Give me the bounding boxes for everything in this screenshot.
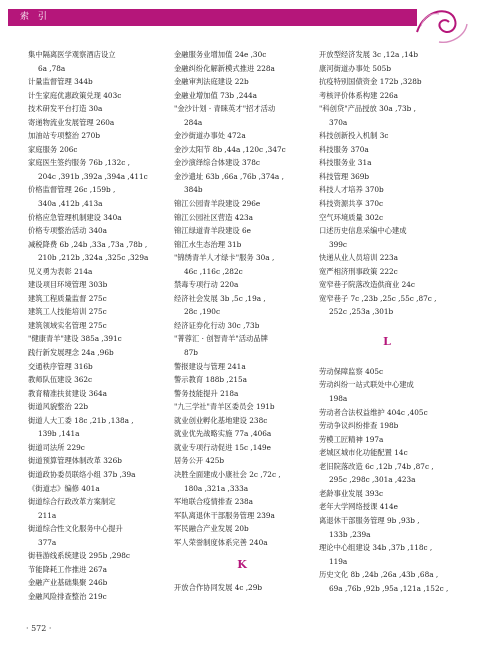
index-entry-continuation: 384b [184,185,203,195]
index-entry: 《街道志》编修 401a [28,483,100,493]
index-entry: 教育精准扶贫建设 364a [28,388,107,398]
spacer [319,319,455,326]
page-header [0,0,480,50]
index-entry-continuation: 69a ,76b ,92b ,95a ,121a ,152c , [329,583,449,593]
index-entry: 计生家庭优惠政策兑现 403c [28,90,122,100]
index-column-1 [28,48,164,603]
index-entry: 锦江绿道青羊段建设 6e [174,226,251,236]
index-entry-continuation: 252c ,253a ,301b [329,307,394,317]
page-number: · 572 · [26,624,52,633]
index-entry: 家庭医生签约服务 76b ,132c , [28,158,130,168]
index-entry: 金融产业基础集聚 246b [28,578,108,588]
index-column-2 [174,48,310,595]
index-entry: 减税降费 6b ,24b ,33a ,73a ,78b , [28,239,148,249]
index-entry: 就业专项行动促进 15c ,149e [174,442,271,452]
index-entry: 老龄事业发展 393c [319,488,384,498]
index-entry: 就业优先战略实施 77a ,406a [174,429,272,439]
index-entry: 计量监督管理 344b [28,77,93,87]
index-entry: 科技人才培养 370b [319,185,384,195]
index-entry: 就业创业孵化基地建设 238c [174,415,268,425]
index-entry: 劳动争议纠纷排查 198b [319,421,399,431]
index-entry: 军民融合产业发展 20b [174,524,249,534]
index-entry: 建筑领域实名管理 275c [28,320,107,330]
index-entry: 建筑工程质量监督 275c [28,293,107,303]
index-entry: 科技服务 370a [319,144,369,154]
index-entry: 金融审判法庭建设 22b [174,77,249,87]
index-entry: "锦绣青羊人才绿卡"服务 30a , [174,253,275,263]
index-entry: "金沙计划 · 青睐英才"招才活动 [174,104,276,114]
index-entry: 劳动者合法权益维护 404c ,405c [319,407,428,417]
index-entry-continuation: 370a [329,117,348,127]
index-entry: 街道政协委员联络小组 37b ,39a [28,469,136,479]
index-entry: 考核评价体系构建 226a [319,90,398,100]
index-entry: 金沙演绎综合体建设 378c [174,158,261,168]
section-label: 索 引 [20,12,50,22]
header-bar [8,9,417,26]
index-entry-continuation: 340a ,412b ,413a [38,199,103,209]
index-entry: 军队离退休干部服务管理 239a [174,510,275,520]
index-entry-continuation: 399c [329,239,348,249]
index-entry: 居务公开 425b [174,456,225,466]
index-entry: 践行新发展理念 24a ,96b [28,348,114,358]
index-entry: 口述历史信息采编中心建成 [319,226,407,236]
index-entry: 康河街道办事处 505b [319,63,391,73]
index-entry: 街道人大工委 18c ,21b ,138a , [28,415,134,425]
index-entry: 建筑工人技能培训 275c [28,307,107,317]
index-entry: 节能降耗工作推进 267a [28,564,107,574]
index-entry: 街道预算管理体制改革 326b [28,456,122,466]
index-entry: 禁毒专项行动 220a [174,280,239,290]
index-entry: 街道风貌整治 22b [28,402,89,412]
index-entry: 金融服务业增加值 24e ,30c [174,50,267,59]
index-entry-continuation: 210b ,212b ,324a ,325c ,329a [38,253,149,263]
index-entry: 价格监督管理 26c ,159b , [28,185,116,195]
index-entry: "科创贷"产品授放 30a ,73b , [319,104,416,114]
index-entry: "健康青羊"建设 385a ,391c [28,334,122,344]
index-entry: 宽窄巷子 7c ,23b ,25c ,55c ,87c , [319,293,437,303]
index-entry: 军地联合疫情排查 238a [174,497,253,507]
index-entry: 金融风险排查整治 219c [28,591,107,601]
index-entry: 街道综合行政改革方案制定 [28,497,116,507]
index-entry: 快递从业人员培训 223a [319,253,398,263]
index-entry: 宽严相济刑事政策 222c [319,266,398,276]
index-entry-continuation: 211a [38,510,57,520]
index-entry-continuation: 284a [184,117,203,127]
index-entry: 离退休干部服务管理 9b ,93b , [319,515,420,525]
index-entry-continuation: 87b [184,348,198,358]
index-entry: 老城区城市化功能配置 14c [319,448,408,458]
index-column-3 [319,48,455,595]
index-entry: 金融纠纷化解新模式推进 228a [174,63,275,73]
index-entry: 街道综合性文化服务中心提升 [28,524,123,534]
index-entry: 寄递物流业发展管理 260a [28,117,115,127]
index-entry-continuation: 180a ,321a ,333a [184,483,249,493]
index-entry: 金沙遗址 63b ,66a ,76b ,374a , [174,171,284,181]
index-entry: 科技管理 369b [319,171,370,181]
index-entry: 金沙街道办事处 472a [174,131,246,141]
index-entry: 集中隔离医学观察酒店设立 [28,50,116,59]
index-entry: 劳动纠纷一站式联处中心建成 [319,380,414,390]
index-entry: 老年大学网络授课 414e [319,502,398,512]
index-entry: 科技创新投入机制 3c [319,131,389,141]
index-entry: 锦江水生态治理 31b [174,239,242,249]
index-entry-continuation: 198a [329,394,348,404]
index-entry: 锦江公园社区营造 423a [174,212,253,222]
index-entry: 理论中心组建设 34b ,37b ,118c , [319,543,433,553]
index-entry: 开放型经济发展 3c ,12a ,14b [319,50,418,59]
index-entry: 警务技能提升 218a [174,388,239,398]
ornament-swirl-icon [411,2,471,46]
index-entry-continuation: 295c ,298c ,301a ,423a [329,475,416,485]
index-entry: 街道司法所 229c [28,442,85,452]
index-entry-continuation: 133b ,239a [329,529,371,539]
index-entry: 建设项目环境管理 303b [28,280,108,290]
index-entry: 开放合作协同发展 4c ,29b [174,583,263,593]
index-entry: 科技资源共享 370c [319,199,384,209]
index-entry-continuation: 119a [329,556,348,566]
index-entry: 街巷游线系统建设 295b ,298c [28,551,130,561]
index-entry: 技术研发平台打造 30a [28,104,103,114]
index-entry: 价格专项整治活动 340a [28,226,107,236]
index-entry: 见义勇为表彰 214a [28,266,93,276]
index-entry: 家庭服务 206c [28,144,78,154]
index-entry: "九三学社"青羊区委员会 191b [174,402,275,412]
index-entry: 金融业增加值 73b ,244a [174,90,257,100]
index-entry: 锦江公园青羊段建设 296e [174,199,261,209]
index-entry-continuation: 377a [38,537,57,547]
index-entry: 科技服务业 31a [319,158,372,168]
index-entry: 劳动保障监察 405c [319,366,384,376]
index-entry: 军人荣誉制度体系完善 240a [174,537,268,547]
index-entry: 经济社会发展 3b ,5c ,19a , [174,293,266,303]
section-letter-heading: L [383,334,391,348]
index-entry-continuation: 6a ,78a [38,63,66,73]
index-entry: 金沙太阳节 8b ,44a ,120c ,347c [174,144,286,154]
section-letter-heading: K [237,558,247,572]
index-entry: 抗疫特别国债资金 172b ,328b [319,77,422,87]
index-entry-continuation: 139b ,141a [38,429,80,439]
index-entry: 交通秩序管理 316b [28,361,93,371]
index-entry: 老旧院落改造 6c ,12b ,74b ,87c , [319,461,434,471]
index-entry: 加油站专项整治 270b [28,131,100,141]
index-entry: 警报建设与管理 241a [174,361,246,371]
index-entry: 历史文化 8b ,24b ,26a ,43b ,68a , [319,570,439,580]
spacer [319,358,455,365]
index-entry-continuation: 46c ,116c ,282c [184,266,243,276]
index-entry: 价格应急管理机制建设 340a [28,212,122,222]
index-entry: 劳模工匠精神 197a [319,434,384,444]
index-entry: "菁蓉汇 · 创智青羊"活动品牌 [174,334,268,344]
index-entry: 经济证券化行动 30c ,73b [174,320,260,330]
index-entry: 警示教育 188b ,215a [174,375,248,385]
index-entry: 教师队伍建设 362c [28,375,93,385]
index-entry-continuation: 28c ,190c [184,307,221,317]
index-entry: 空气环境质量 302c [319,212,384,222]
index-entry-continuation: 204c ,391b ,392a ,394a ,411c [38,171,148,181]
index-entry: 宽窄巷子院落改造供商业 24c [319,280,415,290]
index-entry: 决胜全面建成小康社会 2c ,72c , [174,469,281,479]
